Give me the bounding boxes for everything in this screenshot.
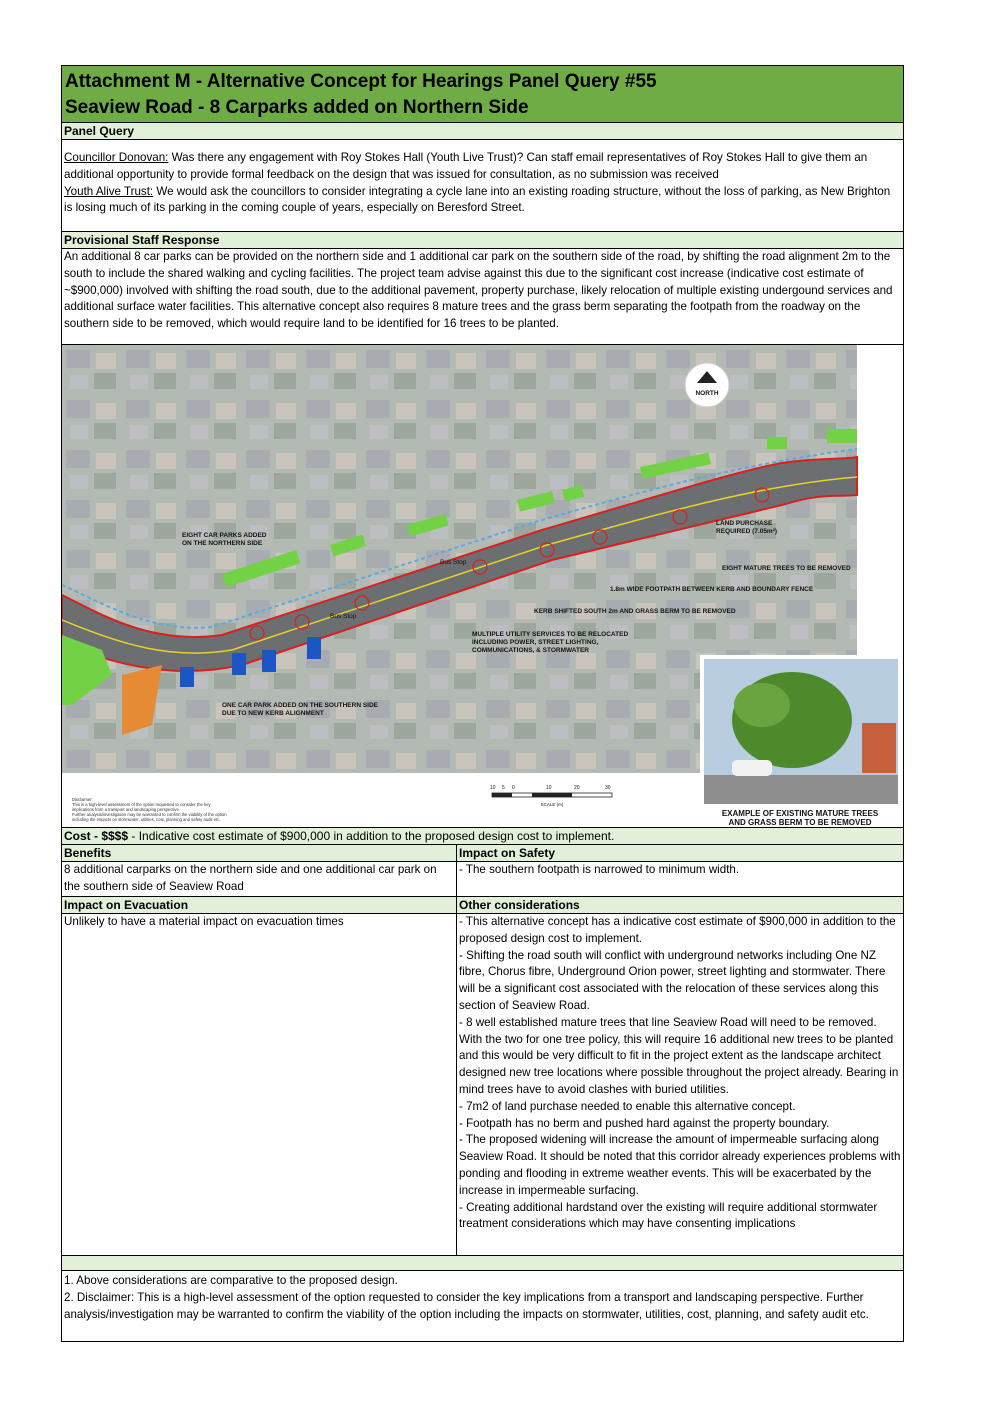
column-divider	[456, 845, 457, 1255]
title-line-1: Attachment M - Alternative Concept for Hearings Panel Query #55	[65, 71, 657, 92]
label-eight-trees: EIGHT MATURE TREES TO BE REMOVED	[722, 565, 851, 572]
evacuation-text: Unlikely to have a material impact on evacuation times	[64, 915, 344, 928]
cost-row	[62, 828, 903, 845]
staff-response-heading: Provisional Staff Response	[62, 232, 903, 249]
staff-response-text: An additional 8 car parks can be provided on the northern side and 1 additional car park on the southern side of the road, by shifting the road alignment 2m to the south to include the shared walking and cycling facilities. The project team advise against this due to the significant cost increase (indicative cost estimate of ~$900,000) involved with shifting the road south, due to the additional pavement, property purchase, likely relocation of multiple existing undergound services and additional surface water facilities. This alternative concept also requires 8 mature trees and the grass berm separating the footpath from the roadway on the southern side to be removed, which would require land to be identified for 16 trees to be planted.	[64, 250, 893, 331]
label-utilities-3: COMMUNICATIONS, & STORMWATER	[472, 647, 589, 654]
label-land-purchase-1: LAND PURCHASE	[716, 520, 773, 527]
scale-tick-30: 30	[605, 785, 611, 791]
safety-text: - The southern footpath is narrowed to minimum width.	[459, 863, 740, 876]
map-disclaimer-line: implications from a transport and landscaping perspective.	[72, 807, 180, 812]
label-bus-stop-south: Bus Stop	[330, 613, 357, 620]
spacer-row	[62, 1256, 903, 1271]
benefits-text: 8 additional carparks on the northern side and one additional car park on the southern side of Seaview Road	[64, 863, 437, 893]
map-disclaimer-line: Further analysis/investigation may be warranted to confirm the viability of the option	[72, 812, 227, 817]
map-disclaimer-line: Disclaimer:	[72, 797, 93, 802]
scale-label: SCALE (m)	[540, 802, 564, 807]
north-label: NORTH	[695, 390, 719, 397]
consideration-item: - 8 well established mature trees that line Seaview Road will need to be removed. With the two for one tree policy, this will require 16 additional new trees to be planted and this would be very difficult to fit in the project extent as the landscape architect designed new tree locations where possible throughout the project already. Bearing in mind trees have to avoid clashes with buried utilities.	[459, 1015, 899, 1096]
benefits-heading: Benefits	[62, 845, 456, 862]
consideration-item: - 7m2 of land purchase needed to enable this alternative concept.	[459, 1099, 796, 1113]
photo-caption-1: EXAMPLE OF EXISTING MATURE TREES	[721, 809, 879, 818]
label-one-car-park-2: DUE TO NEW KERB ALIGNMENT	[222, 710, 324, 717]
cost-text: - Indicative cost estimate of $900,000 in addition to the proposed design cost to implement.	[128, 829, 615, 843]
north-arrow	[685, 363, 729, 407]
consideration-item: - Footpath has no berm and pushed hard against the property boundary.	[459, 1116, 830, 1130]
panel-query-heading: Panel Query	[62, 123, 903, 140]
consideration-item: - Creating additional hardstand over the existing will require additional stormwater treatment considerations which may have consenting implications	[459, 1200, 878, 1231]
label-eight-car-parks-1: EIGHT CAR PARKS ADDED	[182, 532, 267, 539]
scale-tick-20: 20	[574, 785, 580, 791]
label-footpath: 1.8m WIDE FOOTPATH BETWEEN KERB AND BOUNDARY FENCE	[610, 586, 814, 593]
other-considerations-heading: Other considerations	[457, 897, 903, 914]
label-one-car-park-1: ONE CAR PARK ADDED ON THE SOUTHERN SIDE	[222, 702, 379, 709]
label-bus-stop-north: Bus Stop	[440, 559, 467, 566]
photo-caption-2: AND GRASS BERM TO BE REMOVED	[728, 818, 872, 827]
concept-map-drawing	[62, 345, 903, 828]
scale-tick-0: 0	[512, 785, 515, 791]
label-utilities-2: INCLUDING POWER, STREET LIGHTING,	[472, 639, 599, 646]
safety-heading: Impact on Safety	[457, 845, 903, 862]
tree-photo-inset	[700, 655, 902, 828]
consideration-item: - The proposed widening will increase the amount of impermeable surfacing along Seaview Road. It should be noted that this corridor already experiences problems with ponding and flooding in extreme weather events. This will be exacerbated by the increase in impermeable surfacing.	[459, 1133, 901, 1197]
speaker-councillor: Councillor Donovan:	[64, 151, 169, 164]
footnote-2: 2. Disclaimer: This is a high-level assessment of the option requested to consider the key implications from a transport and landscaping perspective. Further analysis/investigation may be warranted to confirm the viability of the option including the impacts on stormwater, utilities, cost, planning, and safety audit etc.	[64, 1290, 869, 1321]
label-kerb-shifted: KERB SHIFTED SOUTH 2m AND GRASS BERM TO BE REMOVED	[534, 608, 736, 615]
map-disclaimer	[72, 797, 227, 822]
other-considerations-list	[457, 914, 903, 1233]
panel-query-body	[62, 140, 903, 214]
label-utilities-1: MULTIPLE UTILITY SERVICES TO BE RELOCATED	[472, 631, 629, 638]
label-eight-car-parks-2: ON THE NORTHERN SIDE	[182, 540, 263, 547]
evacuation-heading: Impact on Evacuation	[62, 897, 456, 914]
title-line-2: Seaview Road - 8 Carparks added on Northern Side	[65, 97, 529, 118]
staff-response-section	[62, 232, 903, 333]
cost-label: Cost - $$$$	[64, 829, 129, 843]
footnotes	[62, 1271, 903, 1325]
scale-tick-5: 5	[502, 785, 505, 791]
consideration-item: - Shifting the road south will conflict with underground networks including One NZ fibre, Chorus fibre, Underground Orion power, street lighting and stormwater. There will be a significant cost associated with the relocation of these services along this section of Seaview Road.	[459, 948, 886, 1012]
attachment-sheet	[61, 65, 904, 1342]
query-text-youth-trust: We would ask the councillors to consider integrating a cycle lane into an existing roading structure, without the loss of parking, as New Brighton is losing much of its parking in the coming couple of years, especially on Beresford Street.	[64, 184, 891, 215]
title-banner	[62, 66, 903, 123]
map-disclaimer-line: This is a high-level assessment of the option requested to consider the key	[72, 802, 211, 807]
map-disclaimer-line: including the impacts on stormwater, utilities, cost, planning and safety audit etc.	[72, 817, 221, 822]
scale-tick-10a: 10	[490, 785, 496, 791]
scale-tick-10b: 10	[546, 785, 552, 791]
consideration-item: - This alternative concept has a indicative cost estimate of $900,000 in addition to the proposed design cost to implement.	[459, 915, 896, 945]
query-text-councillor: Was there any engagement with Roy Stokes Hall (Youth Live Trust)? Can staff email representatives of Roy Stokes Hall to give them an additional opportunity to provide formal feedback on the design that was issued for consultation, as no submission was received	[64, 151, 868, 181]
speaker-youth-trust: Youth Alive Trust:	[64, 184, 154, 198]
footnote-1: 1. Above considerations are comparative to the proposed design.	[64, 1274, 398, 1287]
label-land-purchase-2: REQUIRED (7.05m²)	[716, 528, 778, 535]
scale-bar	[490, 785, 612, 807]
concept-map	[62, 344, 903, 828]
